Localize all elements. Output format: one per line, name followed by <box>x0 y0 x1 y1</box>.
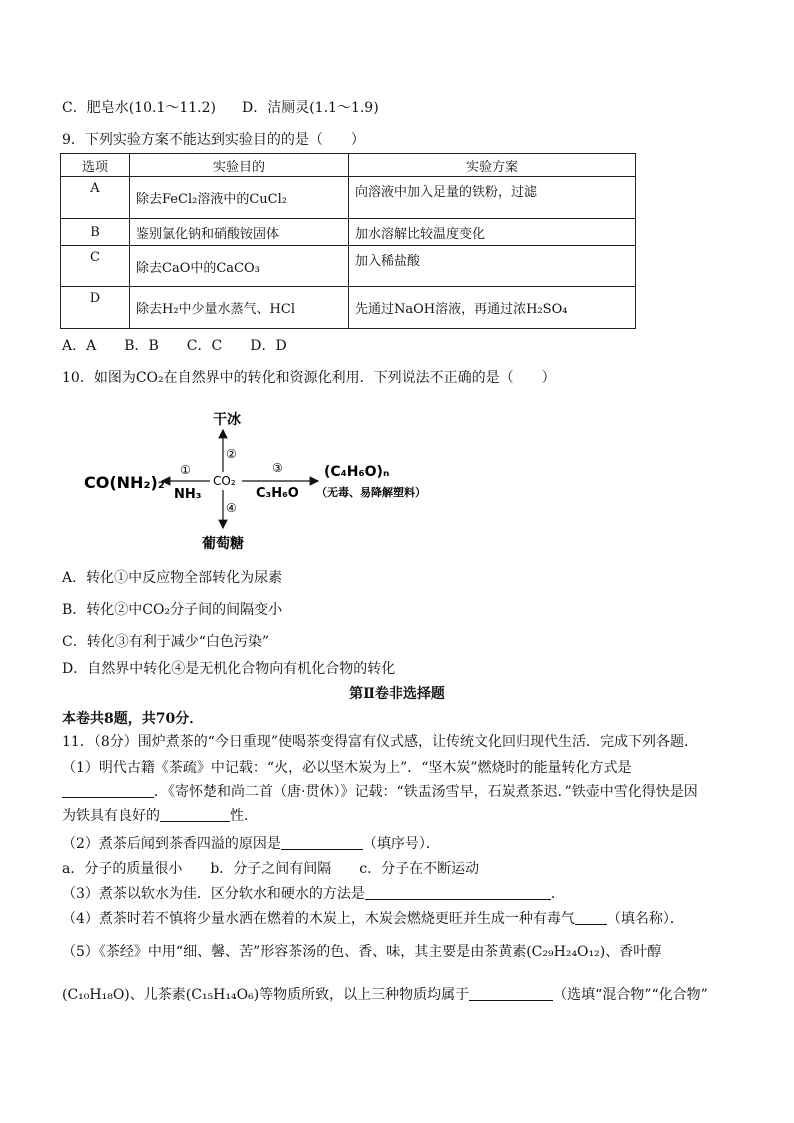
row-option: D <box>61 287 130 329</box>
right-polymer-note: （无毒、易降解塑料） <box>316 486 426 499</box>
q11-part2-options: a．分子的质量很小 b．分子之间有间隔 c．分子在不断运动 <box>62 861 480 877</box>
q8-option-c: C．肥皂水(10.1～11.2) <box>62 100 216 116</box>
section-title: 第Ⅱ卷非选择题 <box>349 686 445 702</box>
row-option: C <box>61 246 130 287</box>
top-dry-ice-label: 干冰 <box>213 412 241 428</box>
q8-option-d: D．洁厕灵(1.1～1.9) <box>242 100 379 116</box>
q10-option-c: C．转化③有利于减少“白色污染” <box>62 634 270 650</box>
q9-stem: 9．下列实验方案不能达到实验目的的是（ ） <box>62 132 365 148</box>
answer-blank[interactable] <box>281 835 363 850</box>
table-row <box>61 177 636 219</box>
answer-blank[interactable] <box>575 910 607 925</box>
row-plan: 加水溶解比较温度变化 <box>349 219 636 246</box>
row-plan: 加入稀盐酸 <box>349 246 636 287</box>
header-option: 选项 <box>61 154 130 177</box>
q10-option-d: D．自然界中转化④是无机化合物向有机化合物的转化 <box>62 661 396 677</box>
q9-answer-options: A．A B．B C．C D．D <box>62 338 287 354</box>
table-row <box>61 287 636 329</box>
marker-1: ① <box>180 463 191 477</box>
q10-stem: 10．如图为CO₂在自然界中的转化和资源化利用．下列说法不正确的是（ ） <box>62 370 556 386</box>
answer-blank[interactable] <box>62 783 154 798</box>
header-plan: 实验方案 <box>349 154 636 177</box>
q11-part1-line2 <box>62 782 698 802</box>
marker-4: ④ <box>226 501 237 515</box>
row-purpose: 除去CaO中的CaCO₃ <box>130 246 349 287</box>
q11-part3 <box>62 884 565 904</box>
row-purpose: 除去FeCl₂溶液中的CuCl₂ <box>130 177 349 219</box>
row-purpose: 除去H₂中少量水蒸气、HCl <box>130 287 349 329</box>
row-option: B <box>61 219 130 246</box>
row-option: A <box>61 177 130 219</box>
marker-3: ③ <box>272 461 283 475</box>
q11-part5-line2 <box>62 985 708 1005</box>
row-plan: 向溶液中加入足量的铁粉，过滤 <box>349 177 636 219</box>
right-polymer-label: (C₄H₆O)ₙ <box>324 464 390 480</box>
q10-option-a: A．转化①中反应物全部转化为尿素 <box>62 570 283 586</box>
q11-part4-text: （4）煮茶时若不慎将少量水洒在燃着的木炭上，木炭会燃烧更旺并生成一种有毒气 <box>62 911 575 927</box>
answer-blank[interactable] <box>365 885 551 900</box>
center-co2-label: CO₂ <box>213 474 236 488</box>
reagent-nh3: NH₃ <box>174 487 202 502</box>
q11-part1-line2-text: ．《寄怀楚和尚二首（唐·贯休）》记载：“铁盂汤雪早，石炭煮茶迟．”铁壶中雪化得快是因 <box>154 784 698 800</box>
q11-part3-suffix: ． <box>550 886 565 902</box>
section-note: 本卷共8题，共70分． <box>62 711 204 727</box>
q11-part3-text: （3）煮茶以软水为佳．区分软水和硬水的方法是 <box>62 886 365 902</box>
left-urea-label: CO(NH₂)₂ <box>84 473 165 492</box>
bottom-glucose-label: 葡萄糖 <box>202 536 244 552</box>
q11-part5-line2-suffix: （选填“混合物”“化合物” <box>553 987 708 1003</box>
header-purpose: 实验目的 <box>130 154 349 177</box>
answer-blank[interactable] <box>160 807 230 822</box>
marker-2: ② <box>226 447 237 461</box>
q11-part1-line3 <box>62 806 258 826</box>
q10-option-b: B．转化②中CO₂分子间的间隔变小 <box>62 602 283 618</box>
q11-part2-text: （2）煮茶后闻到茶香四溢的原因是 <box>62 836 281 852</box>
q11-part5-line2-text: (C₁₀H₁₈O)、儿茶素(C₁₅H₁₄O₆)等物质所致，以上三种物质均属于 <box>62 987 470 1003</box>
q11-part2 <box>62 834 440 854</box>
q11-part1-line3-suffix: 性． <box>230 808 258 824</box>
table-header-row <box>61 154 636 177</box>
reagent-c3h6o: C₃H₆O <box>256 486 299 501</box>
table-row <box>61 219 636 246</box>
row-purpose: 鉴别氯化钠和硝酸铵固体 <box>130 219 349 246</box>
q11-part1-line3-text: 为铁具有良好的 <box>62 808 160 824</box>
q11-part4-suffix: （填名称）． <box>606 911 684 927</box>
q11-stem: 11．（8分）围炉煮茶的“今日重现”使喝茶变得富有仪式感，让传统文化回归现代生活．完成下列各题． <box>62 734 699 750</box>
q11-part2-suffix: （填序号）． <box>362 836 440 852</box>
q9-table <box>60 153 636 329</box>
q11-part1-line1: （1）明代古籍《茶疏》中记载：“火，必以坚木炭为上”．“坚木炭”燃烧时的能量转化方式是 <box>62 760 632 776</box>
co2-conversion-diagram <box>80 400 460 560</box>
row-plan: 先通过NaOH溶液，再通过浓H₂SO₄ <box>349 287 636 329</box>
q11-part4 <box>62 909 684 929</box>
table-row <box>61 246 636 287</box>
answer-blank[interactable] <box>469 986 553 1001</box>
q11-part5-line1: （5）《茶经》中用“细、馨、苦”形容茶汤的色、香、味，其主要是由茶黄素(C₂₉H₂₄O₁₂)、香叶醇 <box>62 944 662 960</box>
